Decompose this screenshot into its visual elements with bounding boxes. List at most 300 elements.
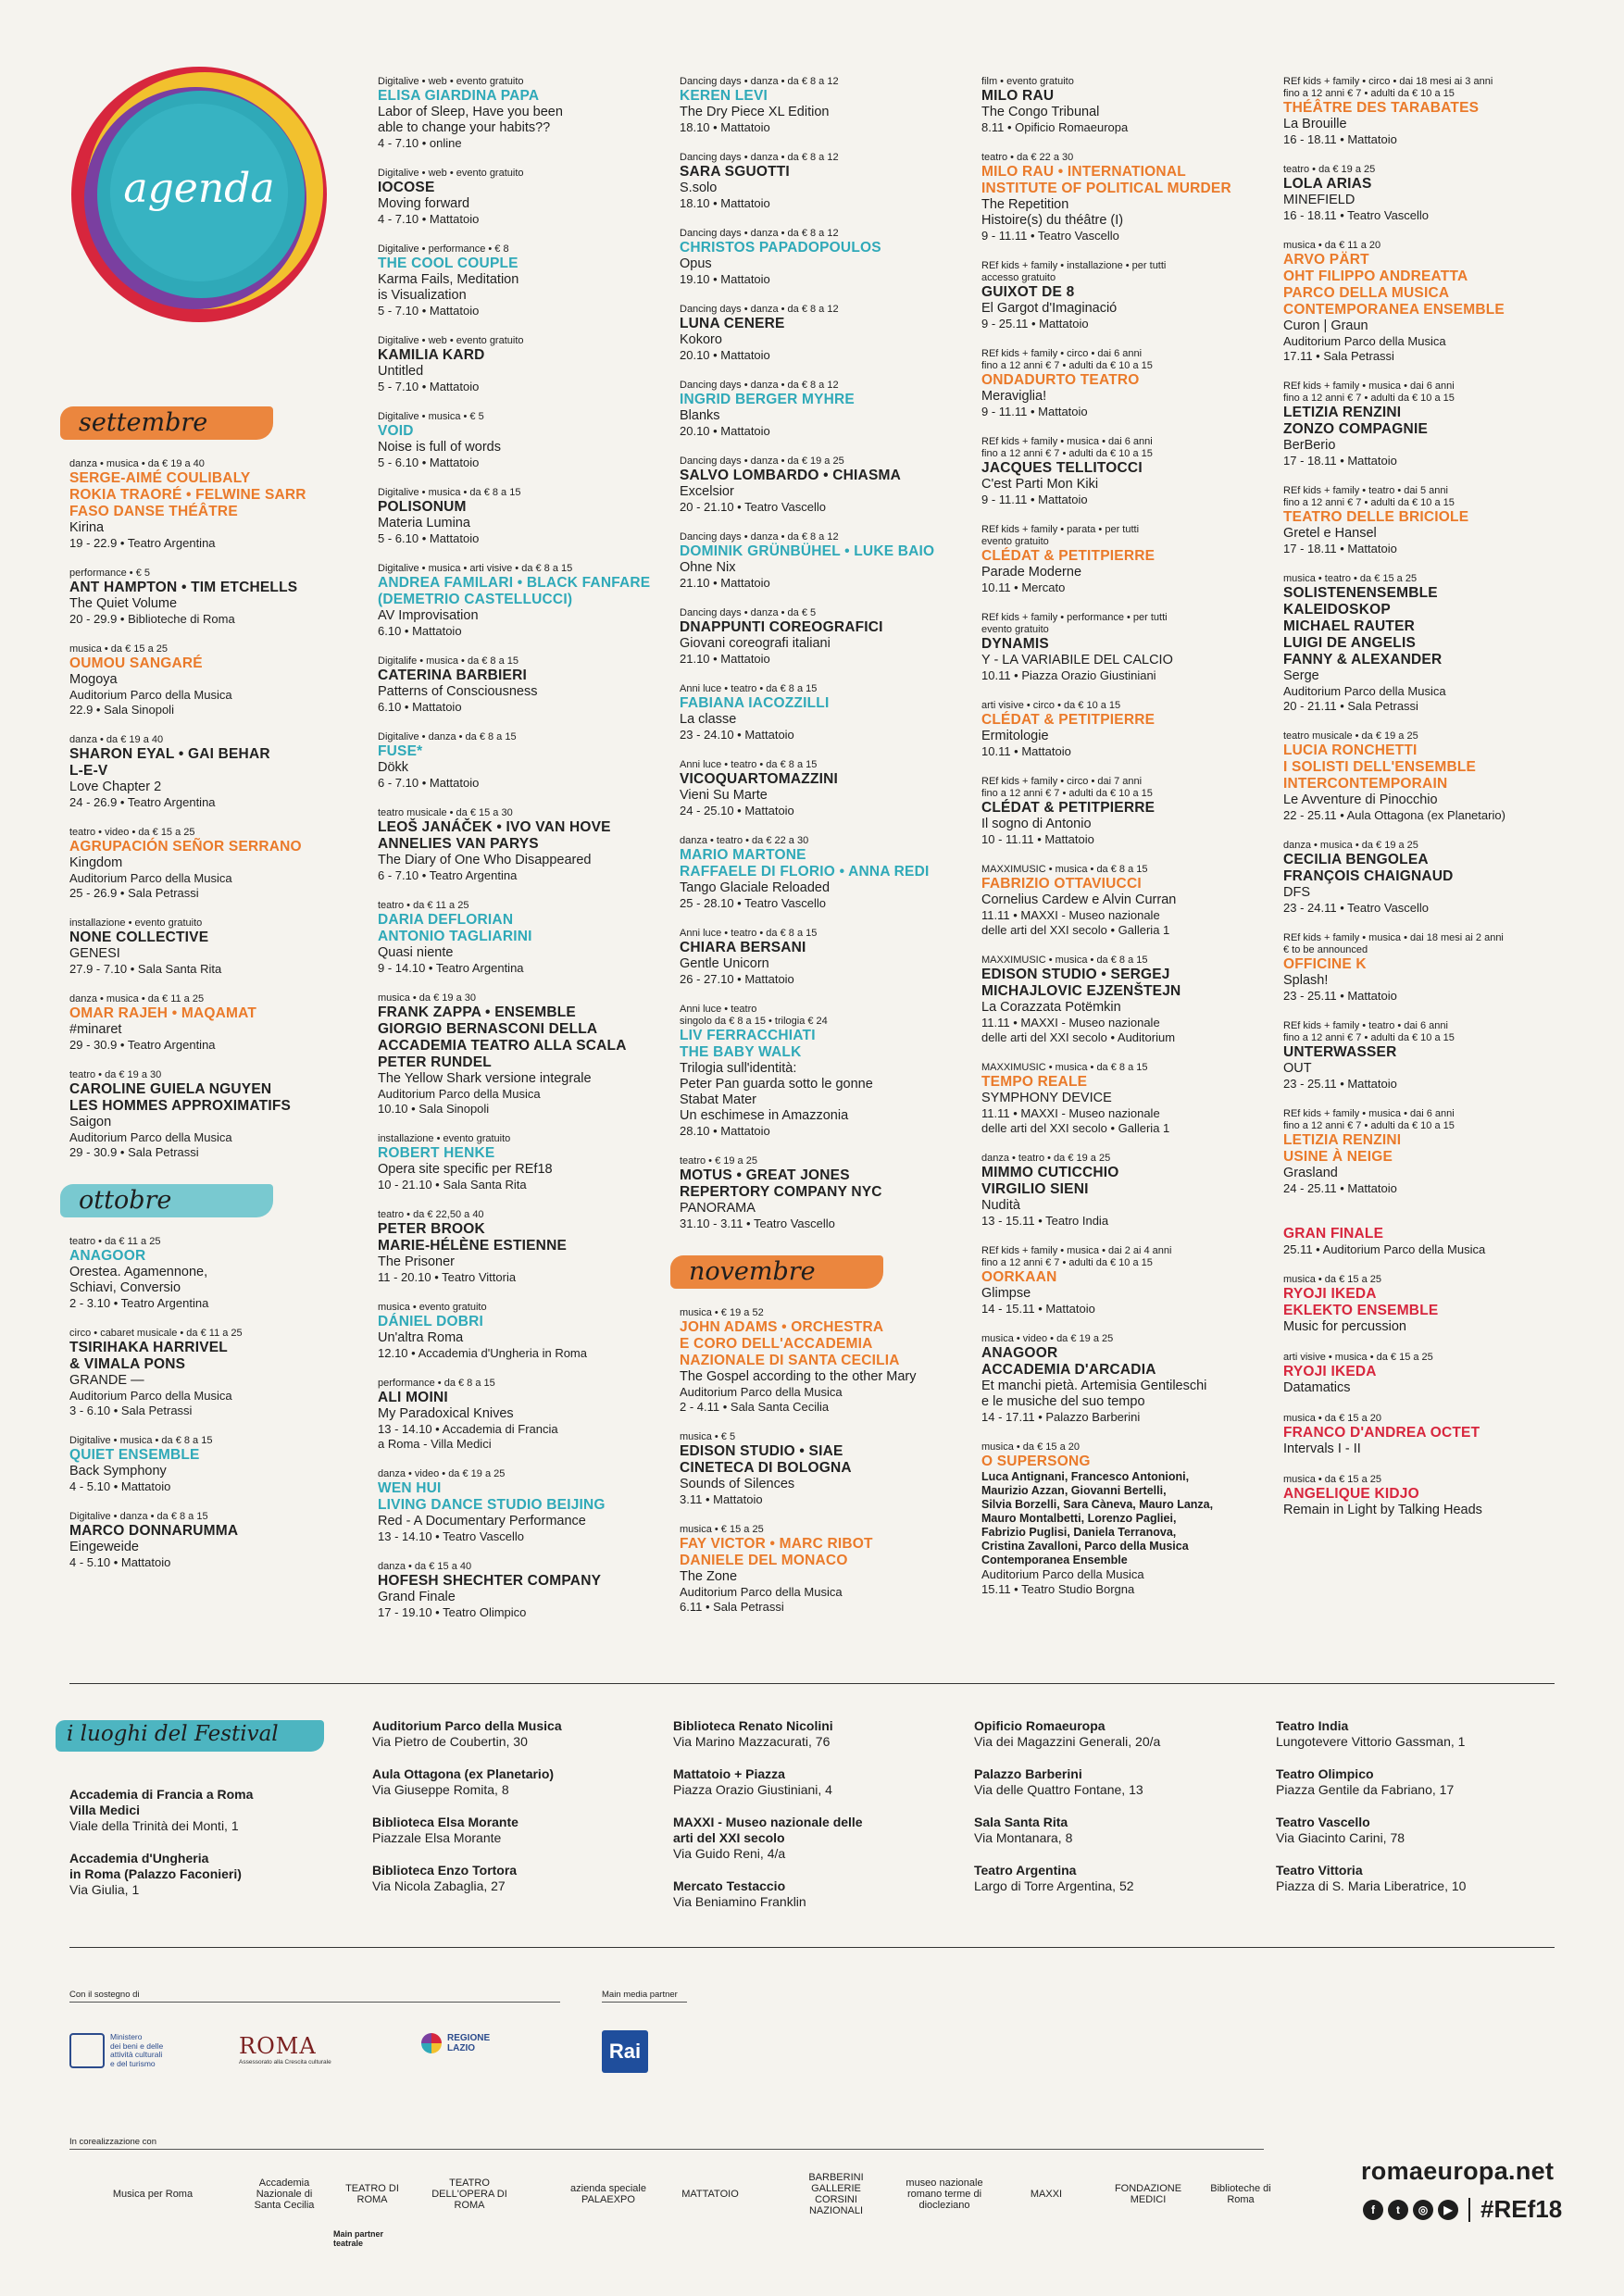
event-title: #minaret bbox=[69, 1022, 122, 1037]
event-title: The Dry Piece XL Edition bbox=[680, 105, 830, 119]
partner-logo: Accademia Nazionale di Santa Cecilia bbox=[254, 2177, 315, 2211]
event-meta: MAXXIMUSIC • musica • da € 8 a 15 bbox=[981, 1062, 1148, 1073]
event-artist: ALI MOINI bbox=[378, 1390, 448, 1405]
event-venue: 25.11 • Auditorium Parco della Musica bbox=[1283, 1242, 1486, 1256]
event-meta: Digitalive • web • evento gratuito bbox=[378, 76, 524, 87]
event-meta: musica • da € 15 a 20 bbox=[981, 1441, 1080, 1453]
event-artist: UNTERWASSER bbox=[1283, 1044, 1397, 1060]
support-label: Con il sostegno di bbox=[69, 1990, 140, 2000]
event-artist: CLÉDAT & PETITPIERRE bbox=[981, 712, 1156, 728]
facebook-icon[interactable]: f bbox=[1363, 2200, 1383, 2220]
venue-name: Accademia di Francia a Roma Villa Medici bbox=[69, 1787, 254, 1817]
event-venue: 19.10 • Mattatoio bbox=[680, 272, 770, 286]
event-title: Curon | Graun bbox=[1283, 318, 1368, 333]
event-artist: LEOŠ JANÁČEK • IVO VAN HOVE ANNELIES VAN PARYS bbox=[378, 819, 611, 852]
event-artist: SOLISTENENSEMBLE KALEIDOSKOP MICHAEL RAUTER LUIGI DE ANGELIS FANNY & ALEXANDER bbox=[1283, 585, 1443, 668]
event-artist: KAMILIA KARD bbox=[378, 347, 485, 363]
event-item bbox=[69, 458, 364, 551]
event-meta: musica • evento gratuito bbox=[378, 1302, 487, 1313]
event-artist: JACQUES TELLITOCCI bbox=[981, 460, 1143, 476]
event-item bbox=[981, 864, 1276, 938]
event-item bbox=[69, 1511, 364, 1570]
twitter-icon[interactable]: t bbox=[1388, 2200, 1408, 2220]
event-item bbox=[680, 455, 974, 515]
venue-name: Teatro Vascello bbox=[1276, 1815, 1370, 1829]
event-artist: MARIO MARTONE RAFFAELE DI FLORIO • ANNA REDI bbox=[680, 847, 930, 880]
event-artist: LETIZIA RENZINI USINE À NEIGE bbox=[1283, 1132, 1402, 1165]
event-item bbox=[1283, 573, 1578, 714]
event-title: Meraviglia! bbox=[981, 389, 1047, 404]
event-venue: 6.10 • Mattatoio bbox=[378, 700, 462, 714]
event-venue: 16 - 18.11 • Mattatoio bbox=[1283, 132, 1397, 146]
event-artist: THE COOL COUPLE bbox=[378, 256, 518, 271]
venue-address: Via delle Quattro Fontane, 13 bbox=[974, 1782, 1143, 1797]
event-meta: danza • teatro • da € 19 a 25 bbox=[981, 1153, 1111, 1164]
event-meta: teatro • da € 19 a 25 bbox=[1283, 164, 1376, 175]
event-item bbox=[378, 243, 672, 318]
event-item bbox=[680, 1004, 974, 1139]
event-meta: REf kids + family • musica • dai 2 ai 4 anni fino a 12 anni € 7 • adulti da € 10 a 15 bbox=[981, 1245, 1172, 1268]
event-meta: Digitalive • danza • da € 8 a 15 bbox=[378, 731, 517, 742]
event-item bbox=[378, 900, 672, 976]
event-meta: performance • da € 8 a 15 bbox=[378, 1378, 495, 1389]
event-artist: VICOQUARTOMAZZINI bbox=[680, 771, 839, 787]
event-item bbox=[1283, 1226, 1578, 1257]
event-artist: LUNA CENERE bbox=[680, 316, 785, 331]
event-item bbox=[69, 1236, 364, 1311]
month-novembre: novembre bbox=[670, 1248, 883, 1294]
venue-address: Via Beniamino Franklin bbox=[673, 1894, 806, 1909]
event-meta: Dancing days • danza • da € 8 a 12 bbox=[680, 531, 839, 543]
mibac-icon bbox=[69, 2033, 105, 2068]
event-venue: 21.10 • Mattatoio bbox=[680, 576, 770, 590]
event-title: La Corazzata Potëmkin bbox=[981, 1000, 1121, 1015]
event-item bbox=[981, 955, 1276, 1045]
event-artist: RYOJI IKEDA bbox=[1283, 1364, 1377, 1379]
venue-entry bbox=[69, 1851, 347, 1898]
event-meta: musica • € 5 bbox=[680, 1431, 736, 1442]
event-artist: ELISA GIARDINA PAPA bbox=[378, 88, 540, 104]
event-item bbox=[1283, 932, 1578, 1004]
event-venue: 4 - 7.10 • Mattatoio bbox=[378, 212, 480, 226]
event-title: Datamatics bbox=[1283, 1380, 1351, 1395]
event-artist: LUCIA RONCHETTI I SOLISTI DELL'ENSEMBLE INTERCONTEMPORAIN bbox=[1283, 742, 1477, 792]
partner-logo: MATTATOIO bbox=[681, 2189, 739, 2200]
event-item bbox=[680, 531, 974, 591]
event-artist: MOTUS • GREAT JONES REPERTORY COMPANY NYC bbox=[680, 1167, 882, 1200]
event-artist: INGRID BERGER MYHRE bbox=[680, 392, 855, 407]
event-title: Dökk bbox=[378, 760, 409, 775]
event-artist: CAROLINE GUIELA NGUYEN LES HOMMES APPROXIMATIFS bbox=[69, 1081, 292, 1114]
event-venue: 4 - 5.10 • Mattatoio bbox=[69, 1479, 171, 1493]
event-title: The Quiet Volume bbox=[69, 596, 178, 611]
event-item bbox=[680, 1524, 974, 1615]
event-venue: 9 - 11.11 • Teatro Vascello bbox=[981, 229, 1119, 243]
event-item bbox=[1283, 240, 1578, 364]
event-artist: CATERINA BARBIERI bbox=[378, 668, 527, 683]
event-item bbox=[378, 731, 672, 791]
event-venue: 12.10 • Accademia d'Ungheria in Roma bbox=[378, 1346, 587, 1360]
event-venue: 31.10 - 3.11 • Teatro Vascello bbox=[680, 1217, 835, 1230]
event-venue: 5 - 7.10 • Mattatoio bbox=[378, 304, 480, 318]
event-meta: Anni luce • teatro • da € 8 a 15 bbox=[680, 928, 818, 939]
venue-entry bbox=[1276, 1766, 1554, 1798]
venue-address: Piazza di S. Maria Liberatrice, 10 bbox=[1276, 1878, 1467, 1893]
event-meta: danza • musica • da € 19 a 40 bbox=[69, 458, 205, 469]
event-title: Red - A Documentary Performance bbox=[378, 1514, 586, 1529]
event-item bbox=[680, 928, 974, 987]
event-title: Gentle Unicorn bbox=[680, 956, 769, 971]
event-artist: OMAR RAJEH • MAQAMAT bbox=[69, 1005, 257, 1021]
event-venue: 23 - 25.11 • Mattatoio bbox=[1283, 989, 1397, 1003]
event-item bbox=[680, 380, 974, 439]
event-item bbox=[680, 1307, 974, 1415]
event-meta: REf kids + family • performance • per tutti evento gratuito bbox=[981, 612, 1168, 635]
event-meta: REf kids + family • circo • dai 7 anni fino a 12 anni € 7 • adulti da € 10 a 15 bbox=[981, 776, 1153, 799]
event-artist: QUIET ENSEMBLE bbox=[69, 1447, 200, 1463]
hashtag: #REf18 bbox=[1480, 2195, 1563, 2223]
venue-name: Sala Santa Rita bbox=[974, 1815, 1068, 1829]
event-venue: Auditorium Parco della Musica 6.11 • Sala Petrassi bbox=[680, 1585, 843, 1614]
event-artist: ANGELIQUE KIDJO bbox=[1283, 1486, 1419, 1502]
luoghi-column-4 bbox=[974, 1718, 1252, 1911]
event-artist: GRAN FINALE bbox=[1283, 1226, 1384, 1242]
event-venue: 18.10 • Mattatoio bbox=[680, 196, 770, 210]
event-venue: 10 - 11.11 • Mattatoio bbox=[981, 832, 1094, 846]
event-artist: FRANCO D'ANDREA OCTET bbox=[1283, 1425, 1480, 1441]
event-title: Saigon bbox=[69, 1115, 112, 1129]
venue-name: Opificio Romaeuropa bbox=[974, 1718, 1106, 1733]
event-title: The Diary of One Who Disappeared bbox=[378, 853, 592, 867]
event-venue: 20.10 • Mattatoio bbox=[680, 348, 770, 362]
media-label: Main media partner bbox=[602, 1990, 678, 2000]
event-artist: DOMINIK GRÜNBÜHEL • LUKE BAIO bbox=[680, 543, 935, 559]
event-venue: 26 - 27.10 • Mattatoio bbox=[680, 972, 794, 986]
venue-address: Via Marino Mazzacurati, 76 bbox=[673, 1734, 831, 1749]
event-item bbox=[378, 992, 672, 1117]
event-title: Moving forward bbox=[378, 196, 470, 211]
event-artist: CECILIA BENGOLEA FRANÇOIS CHAIGNAUD bbox=[1283, 852, 1454, 884]
venue-address: Via Guido Reni, 4/a bbox=[673, 1846, 786, 1861]
event-venue: Auditorium Parco della Musica 2 - 4.11 • Sala Santa Cecilia bbox=[680, 1385, 843, 1414]
event-title: Il sogno di Antonio bbox=[981, 817, 1092, 831]
event-venue: 6 - 7.10 • Teatro Argentina bbox=[378, 868, 518, 882]
event-title: Opus bbox=[680, 256, 712, 271]
event-meta: Digitalive • web • evento gratuito bbox=[378, 168, 524, 179]
event-item bbox=[981, 700, 1276, 759]
event-artist: ANAGOOR ACCADEMIA D'ARCADIA bbox=[981, 1345, 1156, 1378]
event-artist: DYNAMIS bbox=[981, 636, 1049, 652]
event-meta: REf kids + family • musica • dai 6 anni fino a 12 anni € 7 • adulti da € 10 a 15 bbox=[1283, 381, 1455, 404]
venue-entry bbox=[1276, 1815, 1554, 1846]
social-icons bbox=[1363, 2195, 1562, 2224]
event-title: Music for percussion bbox=[1283, 1319, 1406, 1334]
event-title: The Zone bbox=[680, 1569, 738, 1584]
event-artist: EDISON STUDIO • SIAE CINETECA DI BOLOGNA bbox=[680, 1443, 852, 1476]
event-title: Sounds of Silences bbox=[680, 1477, 795, 1491]
event-title: Excelsior bbox=[680, 484, 734, 499]
event-meta: REf kids + family • teatro • dai 5 anni fino a 12 anni € 7 • adulti da € 10 a 15 bbox=[1283, 485, 1455, 508]
partner-logo: MAXXI bbox=[1030, 2189, 1063, 2200]
event-meta: REf kids + family • parata • per tutti evento gratuito bbox=[981, 524, 1140, 547]
event-venue: 13 - 14.10 • Teatro Vascello bbox=[378, 1529, 524, 1543]
event-item bbox=[981, 152, 1276, 243]
partner-logo: azienda speciale PALAEXPO bbox=[570, 2183, 646, 2205]
event-meta: circo • cabaret musicale • da € 11 a 25 bbox=[69, 1328, 243, 1339]
event-title: Noise is full of words bbox=[378, 440, 501, 455]
event-title: DFS bbox=[1283, 885, 1310, 900]
event-artist: MARCO DONNARUMMA bbox=[69, 1523, 239, 1539]
event-meta: teatro musicale • da € 15 a 30 bbox=[378, 807, 513, 818]
event-title: Trilogia sull'identità: Peter Pan guarda sotto le gonne Stabat Mater Un eschimese in Amazzonia bbox=[680, 1061, 873, 1123]
event-artist: ANT HAMPTON • TIM ETCHELLS bbox=[69, 580, 298, 595]
event-venue: Auditorium Parco della Musica 17.11 • Sala Petrassi bbox=[1283, 334, 1446, 363]
event-meta: danza • musica • da € 11 a 25 bbox=[69, 993, 205, 1004]
event-item bbox=[69, 1435, 364, 1494]
event-item bbox=[1283, 1020, 1578, 1092]
event-meta: Dancing days • danza • da € 5 bbox=[680, 607, 817, 618]
event-title: Intervals I - II bbox=[1283, 1441, 1361, 1456]
event-title: Ohne Nix bbox=[680, 560, 736, 575]
corealizzazione-label: In corealizzazione con bbox=[69, 2137, 156, 2147]
event-title: Quasi niente bbox=[378, 945, 454, 960]
event-title: Ermitologie bbox=[981, 729, 1049, 743]
event-title: Serge bbox=[1283, 668, 1319, 683]
event-artist: POLISONUM bbox=[378, 499, 467, 515]
event-item bbox=[378, 487, 672, 546]
youtube-icon[interactable]: ▶ bbox=[1438, 2200, 1458, 2220]
event-meta: REf kids + family • musica • dai 6 anni fino a 12 anni € 7 • adulti da € 10 a 15 bbox=[1283, 1108, 1455, 1131]
event-artist: ANDREA FAMILARI • BLACK FANFARE (DEMETRIO CASTELLUCCI) bbox=[378, 575, 651, 607]
event-item bbox=[1283, 381, 1578, 468]
event-title: Giovani coreografi italiani bbox=[680, 636, 831, 651]
column-3 bbox=[680, 76, 974, 1631]
event-item bbox=[378, 1468, 672, 1544]
event-meta: Digitalive • musica • arti visive • da € 8 a 15 bbox=[378, 563, 573, 574]
event-meta: teatro musicale • da € 19 a 25 bbox=[1283, 730, 1418, 742]
event-artist: RYOJI IKEDA EKLEKTO ENSEMBLE bbox=[1283, 1286, 1439, 1318]
event-venue: 23 - 24.10 • Mattatoio bbox=[680, 728, 794, 742]
event-title: GENESI bbox=[69, 946, 120, 961]
event-venue: 4 - 5.10 • Mattatoio bbox=[69, 1555, 171, 1569]
event-artist: TEATRO DELLE BRICIOLE bbox=[1283, 509, 1469, 525]
event-artist: ONDADURTO TEATRO bbox=[981, 372, 1140, 388]
event-artist: ANAGOOR bbox=[69, 1248, 146, 1264]
roma-logo: ROMA Assessorato alla Crescita culturale bbox=[239, 2033, 331, 2065]
divider-bottom bbox=[69, 1947, 1555, 1948]
event-venue: 20.10 • Mattatoio bbox=[680, 424, 770, 438]
venue-entry bbox=[974, 1863, 1252, 1894]
event-meta: musica • teatro • da € 15 a 25 bbox=[1283, 573, 1418, 584]
event-meta: REf kids + family • musica • dai 6 anni fino a 12 anni € 7 • adulti da € 10 a 15 bbox=[981, 436, 1153, 459]
venue-address: Via dei Magazzini Generali, 20/a bbox=[974, 1734, 1161, 1749]
event-venue: 23 - 25.11 • Mattatoio bbox=[1283, 1077, 1397, 1091]
event-artist: OORKAAN bbox=[981, 1269, 1057, 1285]
month-settembre: settembre bbox=[60, 399, 273, 445]
venue-name: Teatro Vittoria bbox=[1276, 1863, 1363, 1878]
event-title: Kingdom bbox=[69, 855, 123, 870]
event-meta: danza • da € 19 a 40 bbox=[69, 734, 164, 745]
venue-entry bbox=[372, 1863, 650, 1894]
event-meta: danza • teatro • da € 22 a 30 bbox=[680, 835, 809, 846]
event-meta: Dancing days • danza • da € 19 a 25 bbox=[680, 455, 844, 467]
event-title: La Brouille bbox=[1283, 117, 1347, 131]
venue-entry bbox=[974, 1766, 1252, 1798]
event-item bbox=[1283, 1474, 1578, 1518]
event-artist: VOID bbox=[378, 423, 414, 439]
event-meta: musica • da € 11 a 20 bbox=[1283, 240, 1381, 251]
event-artist: LIV FERRACCHIATI THE BABY WALK bbox=[680, 1028, 816, 1060]
instagram-icon[interactable]: ◎ bbox=[1413, 2200, 1433, 2220]
event-venue: 29 - 30.9 • Teatro Argentina bbox=[69, 1038, 216, 1052]
venue-entry bbox=[372, 1815, 650, 1846]
event-venue: 9 - 11.11 • Mattatoio bbox=[981, 493, 1088, 506]
event-venue: 5 - 6.10 • Mattatoio bbox=[378, 455, 480, 469]
event-venue: 17 - 19.10 • Teatro Olimpico bbox=[378, 1605, 527, 1619]
event-meta: installazione • evento gratuito bbox=[69, 917, 203, 929]
column-4 bbox=[981, 76, 1276, 1614]
event-venue: Auditorium Parco della Musica 10.10 • Sala Sinopoli bbox=[378, 1087, 541, 1116]
venue-name: Teatro India bbox=[1276, 1718, 1349, 1733]
support-rule bbox=[69, 2002, 560, 2003]
event-meta: MAXXIMUSIC • musica • da € 8 a 15 bbox=[981, 955, 1148, 966]
event-venue: 10.11 • Mattatoio bbox=[981, 744, 1071, 758]
event-venue: 19 - 22.9 • Teatro Argentina bbox=[69, 536, 216, 550]
event-item bbox=[680, 76, 974, 135]
event-item bbox=[680, 228, 974, 287]
event-meta: teatro • € 19 a 25 bbox=[680, 1155, 757, 1167]
event-meta: Digitalive • musica • da € 8 a 15 bbox=[69, 1435, 213, 1446]
event-item bbox=[680, 683, 974, 742]
event-artist: AGRUPACIÓN SEÑOR SERRANO bbox=[69, 839, 302, 855]
venue-name: Palazzo Barberini bbox=[974, 1766, 1082, 1781]
event-item bbox=[1283, 485, 1578, 556]
event-item bbox=[378, 168, 672, 227]
event-item bbox=[378, 563, 672, 639]
event-item bbox=[680, 152, 974, 211]
event-meta: teatro • da € 22,50 a 40 bbox=[378, 1209, 484, 1220]
event-item bbox=[1283, 1352, 1578, 1396]
event-meta: danza • musica • da € 19 a 25 bbox=[1283, 840, 1418, 851]
event-item bbox=[378, 335, 672, 394]
event-meta: musica • da € 15 a 25 bbox=[69, 643, 168, 655]
event-meta: Dancing days • danza • da € 8 a 12 bbox=[680, 228, 839, 239]
event-venue: 20 - 29.9 • Biblioteche di Roma bbox=[69, 612, 235, 626]
event-artist: DÁNIEL DOBRI bbox=[378, 1314, 484, 1329]
event-title: Y - LA VARIABILE DEL CALCIO bbox=[981, 653, 1173, 668]
event-item bbox=[69, 643, 364, 718]
rai-logo: Rai bbox=[602, 2030, 648, 2073]
event-artist: KEREN LEVI bbox=[680, 88, 768, 104]
media-rule bbox=[602, 2002, 687, 2003]
event-meta: arti visive • circo • da € 10 a 15 bbox=[981, 700, 1121, 711]
event-item bbox=[1283, 1274, 1578, 1335]
event-item bbox=[1283, 76, 1578, 147]
event-title: Materia Lumina bbox=[378, 516, 470, 530]
event-artist: ARVO PÄRT OHT FILIPPO ANDREATTA PARCO DELLA MUSICA CONTEMPORANEA ENSEMBLE bbox=[1283, 252, 1505, 318]
event-venue: 24 - 26.9 • Teatro Argentina bbox=[69, 795, 216, 809]
venue-address: Via Nicola Zabaglia, 27 bbox=[372, 1878, 506, 1893]
event-venue: 11.11 • MAXXI - Museo nazionale delle arti del XXI secolo • Galleria 1 bbox=[981, 908, 1170, 937]
event-venue: 9 - 14.10 • Teatro Argentina bbox=[378, 961, 524, 975]
event-venue: 6 - 7.10 • Mattatoio bbox=[378, 776, 480, 790]
event-artist: OFFICINE K bbox=[1283, 956, 1367, 972]
event-venue: Auditorium Parco della Musica 29 - 30.9 • Sala Petrassi bbox=[69, 1130, 232, 1159]
event-title: Glimpse bbox=[981, 1286, 1031, 1301]
event-artist: MILO RAU bbox=[981, 88, 1055, 104]
event-meta: musica • video • da € 19 a 25 bbox=[981, 1333, 1114, 1344]
event-artist: FABIANA IACOZZILLI bbox=[680, 695, 830, 711]
venue-address: Viale della Trinità dei Monti, 1 bbox=[69, 1818, 239, 1833]
month-ottobre: ottobre bbox=[60, 1177, 273, 1223]
event-venue: 14 - 15.11 • Mattatoio bbox=[981, 1302, 1095, 1316]
event-artist: ROBERT HENKE bbox=[378, 1145, 495, 1161]
event-venue: 11.11 • MAXXI - Museo nazionale delle arti del XXI secolo • Galleria 1 bbox=[981, 1106, 1170, 1135]
event-item bbox=[1283, 1413, 1578, 1457]
event-title: Orestea. Agamennone, Schiavi, Conversio bbox=[69, 1265, 208, 1295]
venue-name: Accademia d'Ungheria in Roma (Palazzo Faconieri) bbox=[69, 1851, 242, 1881]
event-title: Vieni Su Marte bbox=[680, 788, 768, 803]
event-meta: Digitalive • web • evento gratuito bbox=[378, 335, 524, 346]
event-meta: REf kids + family • circo • dai 18 mesi ai 3 anni fino a 12 anni € 7 • adulti da € 10 a 15 bbox=[1283, 76, 1493, 99]
event-title: Cornelius Cardew e Alvin Curran bbox=[981, 892, 1177, 907]
event-title: Parade Moderne bbox=[981, 565, 1082, 580]
event-meta: Dancing days • danza • da € 8 a 12 bbox=[680, 380, 839, 391]
event-item bbox=[981, 524, 1276, 595]
event-venue: 6.10 • Mattatoio bbox=[378, 624, 462, 638]
event-title: Patterns of Consciousness bbox=[378, 684, 538, 699]
partner-logo: BARBERINI GALLERIE CORSINI NAZIONALI bbox=[808, 2172, 864, 2216]
event-title: S.solo bbox=[680, 181, 718, 195]
event-item bbox=[981, 260, 1276, 331]
event-artist: WEN HUI LIVING DANCE STUDIO BEIJING bbox=[378, 1480, 606, 1513]
event-title: Kokoro bbox=[680, 332, 722, 347]
event-item bbox=[69, 1328, 364, 1418]
event-venue: 25 - 28.10 • Teatro Vascello bbox=[680, 896, 826, 910]
event-venue: 24 - 25.10 • Mattatoio bbox=[680, 804, 794, 817]
column-5 bbox=[1283, 76, 1578, 1535]
event-artist: DNAPPUNTI COREOGRAFICI bbox=[680, 619, 883, 635]
event-meta: Digitalive • musica • € 5 bbox=[378, 411, 484, 422]
site-url[interactable]: romaeuropa.net bbox=[1361, 2157, 1555, 2185]
event-meta: Anni luce • teatro • da € 8 a 15 bbox=[680, 683, 818, 694]
event-meta: teatro • da € 11 a 25 bbox=[69, 1236, 161, 1247]
event-artist: FUSE* bbox=[378, 743, 423, 759]
venue-entry bbox=[673, 1718, 951, 1750]
event-meta: teatro • da € 11 a 25 bbox=[378, 900, 469, 911]
event-title: Eingeweide bbox=[69, 1540, 139, 1554]
luoghi-column-3 bbox=[673, 1718, 951, 1927]
event-item bbox=[378, 807, 672, 883]
event-venue: 17 - 18.11 • Mattatoio bbox=[1283, 454, 1397, 468]
venue-entry bbox=[974, 1718, 1252, 1750]
event-item bbox=[981, 1153, 1276, 1229]
event-item bbox=[378, 1209, 672, 1285]
event-meta: musica • € 15 a 25 bbox=[680, 1524, 764, 1535]
event-title: Remain in Light by Talking Heads bbox=[1283, 1503, 1482, 1517]
event-title: Gretel e Hansel bbox=[1283, 526, 1377, 541]
event-title: OUT bbox=[1283, 1061, 1312, 1076]
event-venue: 18.10 • Mattatoio bbox=[680, 120, 770, 134]
event-venue: 4 - 7.10 • online bbox=[378, 136, 462, 150]
event-title: PANORAMA bbox=[680, 1201, 756, 1216]
event-item bbox=[69, 993, 364, 1053]
venue-name: Biblioteca Elsa Morante bbox=[372, 1815, 518, 1829]
event-meta: teatro • video • da € 15 a 25 bbox=[69, 827, 195, 838]
event-venue: 3.11 • Mattatoio bbox=[680, 1492, 763, 1506]
event-venue: 10.11 • Mercato bbox=[981, 580, 1066, 594]
event-title: BerBerio bbox=[1283, 438, 1336, 453]
